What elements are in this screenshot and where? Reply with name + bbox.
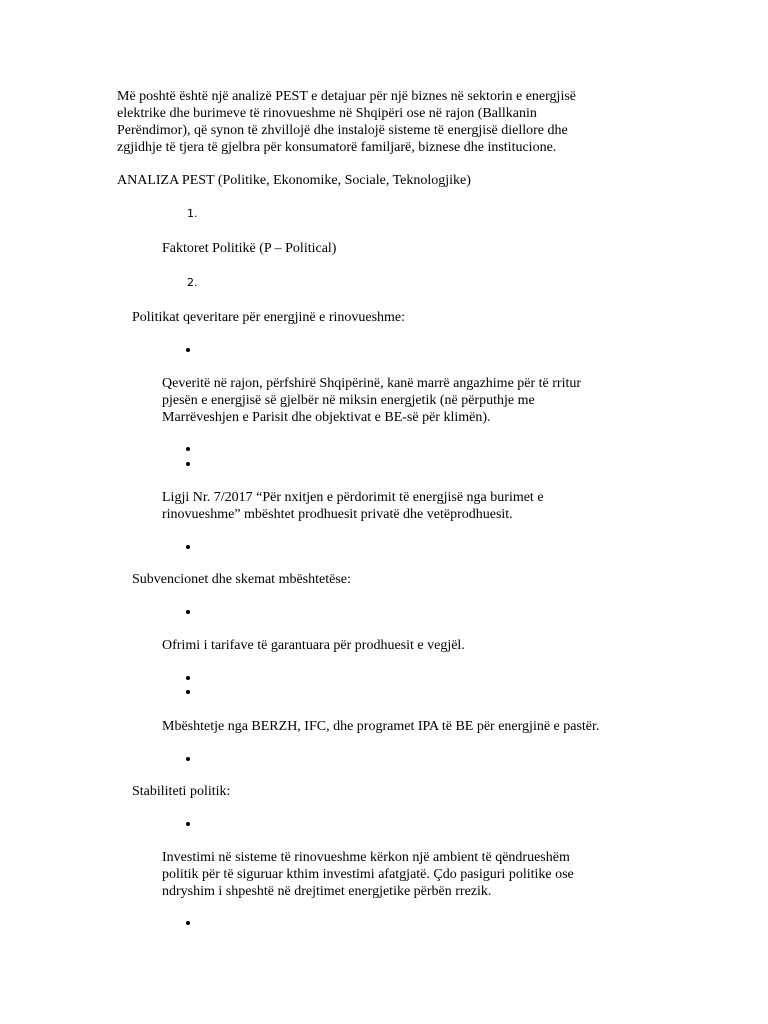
- list-number-2: 2.: [187, 276, 198, 289]
- section-political-title: Faktoret Politikë (P – Political): [162, 241, 337, 256]
- intro-line-2: elektrike dhe burimeve të rinovueshme në Shqipëri ose në rajon (Ballkanin: [117, 106, 537, 121]
- para3: Ofrimi i tarifave të garantuara për prodhuesit e vegjël.: [162, 638, 465, 653]
- intro-line-3: Perëndimor), që synon të zhvillojë dhe instalojë sisteme të energjisë diellore dhe: [117, 123, 568, 138]
- para1-line-2: pjesën e energjisë së gjelbër në miksin energjetik (në përputhje me: [162, 393, 535, 408]
- bullet-dot: [186, 676, 190, 680]
- para5-line-2: politik për të siguruar kthim investimi afatgjatë. Çdo pasiguri politike ose: [162, 867, 574, 882]
- subheading-political-stability: Stabiliteti politik:: [132, 784, 231, 799]
- bullet-dot: [186, 447, 190, 451]
- bullet-dot: [186, 690, 190, 694]
- para1-line-3: Marrëveshjen e Parisit dhe objektivat e BE-së për klimën).: [162, 410, 491, 425]
- bullet-dot: [186, 462, 190, 466]
- bullet-dot: [186, 757, 190, 761]
- intro-line-1: Më poshtë është një analizë PEST e detajuar për një biznes në sektorin e energjisë: [117, 89, 576, 104]
- para2-line-1: Ligji Nr. 7/2017 “Për nxitjen e përdorimit të energjisë nga burimet e: [162, 490, 544, 505]
- subheading-government-policies: Politikat qeveritare për energjinë e rinovueshme:: [132, 310, 406, 325]
- pest-heading: ANALIZA PEST (Politike, Ekonomike, Sociale, Teknologjike): [117, 173, 471, 188]
- intro-line-4: zgjidhje të tjera të gjelbra për konsumatorë familjarë, biznese dhe institucione.: [117, 140, 557, 155]
- subheading-subsidies: Subvencionet dhe skemat mbështetëse:: [132, 572, 351, 587]
- bullet-dot: [186, 348, 190, 352]
- bullet-dot: [186, 545, 190, 549]
- list-number-1: 1.: [187, 207, 198, 220]
- para4: Mbështetje nga BERZH, IFC, dhe programet IPA të BE për energjinë e pastër.: [162, 719, 600, 734]
- para5-line-1: Investimi në sisteme të rinovueshme kërkon një ambient të qëndrueshëm: [162, 850, 570, 865]
- bullet-dot: [186, 822, 190, 826]
- para1-line-1: Qeveritë në rajon, përfshirë Shqipërinë, kanë marrë angazhime për të rritur: [162, 376, 582, 391]
- para5-line-3: ndryshim i shpeshtë në drejtimet energjetike përbën rrezik.: [162, 884, 492, 899]
- para2-line-2: rinovueshme” mbështet prodhuesit privatë dhe vetëprodhuesit.: [162, 507, 513, 522]
- bullet-dot: [186, 921, 190, 925]
- bullet-dot: [186, 610, 190, 614]
